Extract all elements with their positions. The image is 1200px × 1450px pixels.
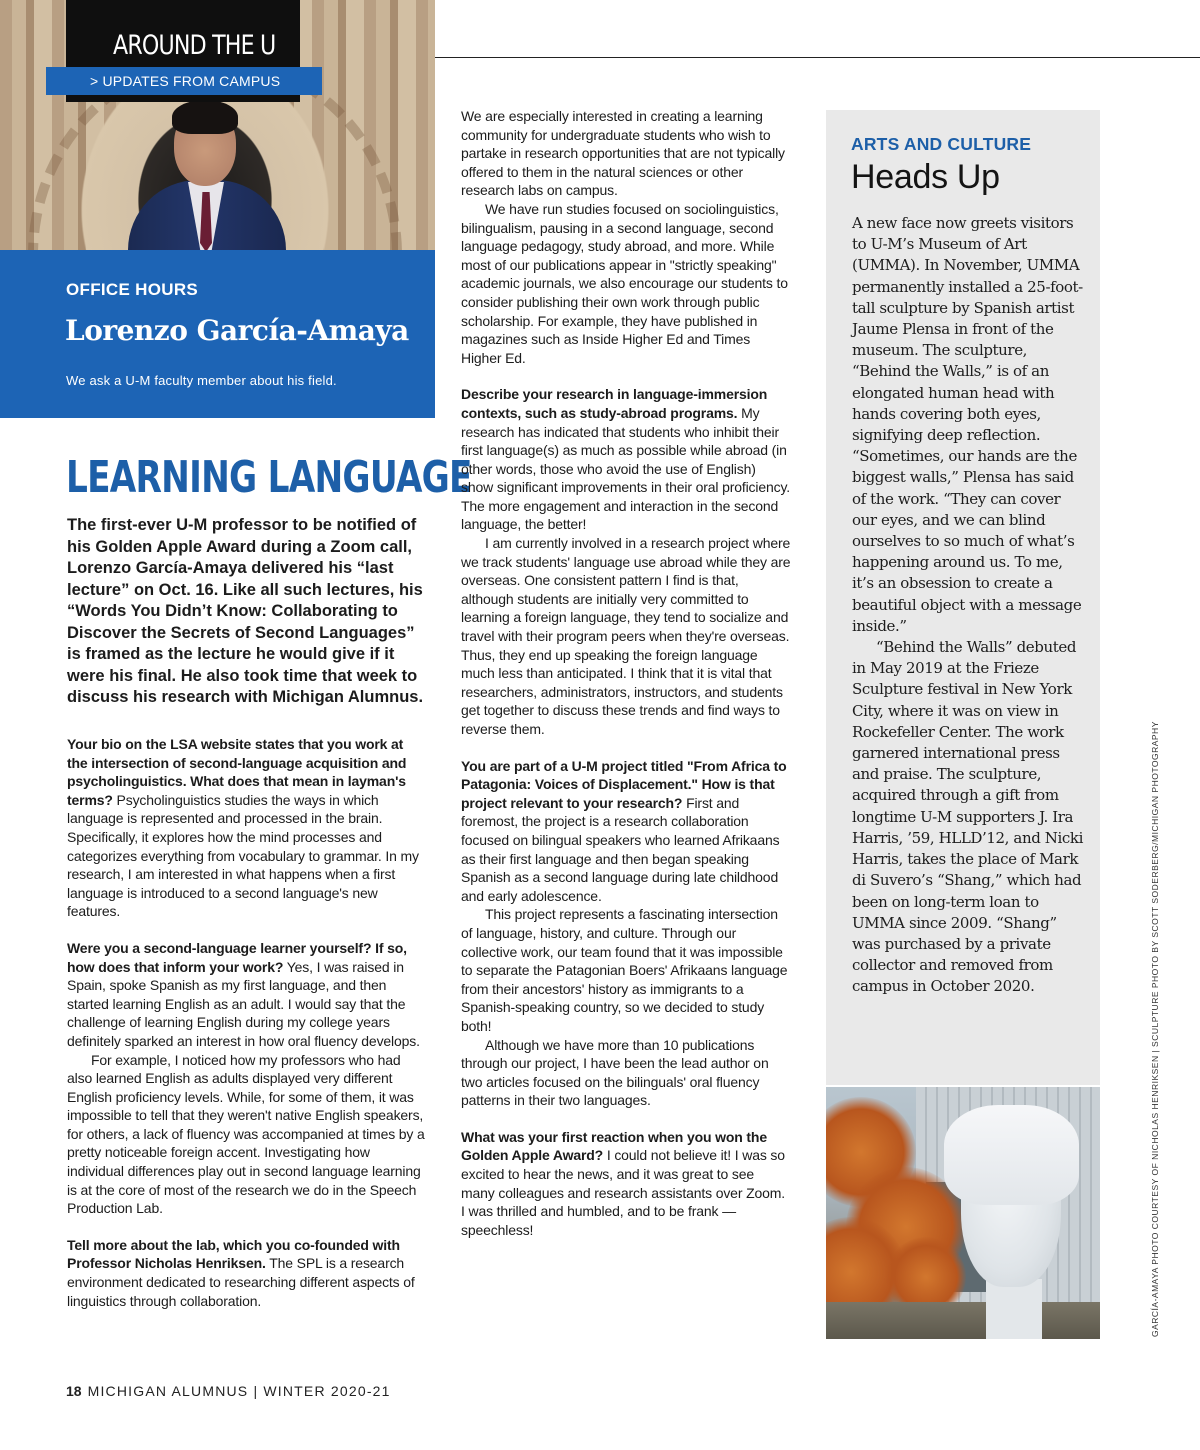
answer-4-continued: I am currently involved in a research project where we track students' language use abroad while they are overseas. One consistent pattern I find is that, although students are initially very committed to learning a foreign language, they tend to socialize and travel with their program peers when they're overseas. Thus, they end up speaking the foreign language much less than anticipated. I think that it is vital that researchers, administrators, instructors, and students get together to discuss these trends and find ways to reverse them. — [461, 535, 791, 737]
section-title: AROUND THE U — [113, 30, 276, 61]
article-column-1 — [67, 735, 427, 1310]
question-5: You are part of a U-M project titled "From Africa to Patagonia: Voices of Displacement." How is that project relevant to your research? — [461, 757, 787, 811]
answer-5-continued: This project represents a fascinating intersection of language, history, and culture. Through our collective work, our team found that it was impossible to separate the Patagonian Boers' Afrikaans language from their ancestors' history as immigrants to a Spanish-speaking country, so we decided to study both! — [461, 906, 788, 1034]
portrait-hair — [172, 100, 238, 134]
qa-1 — [67, 735, 427, 921]
answer-5-paragraph-3: Although we have more than 10 publications through our project, I have been the lead author on two articles focused on the bilinguals' oral fluency patterns in their two languages. — [461, 1036, 769, 1109]
answer-2-continued: For example, I noticed how my professors who had also learned English as adults displayed very different English proficiency levels. While, for some of them, it was impossible to tell that they weren't native English speakers, for others, a lack of fluency was accompanied at times by a pretty noticeable foreign accent. Investigating how individual differences play out in second language learning is at the core of most of the research we do in the Speech Production Lab. — [67, 1051, 425, 1217]
photo-credit: GARCÍA-AMAYA PHOTO COURTESY OF NICHOLAS HENRIKSEN | SCULPTURE PHOTO BY SCOTT SODERBERG/MICHIGAN PHOTOGRAPHY — [1150, 721, 1160, 1337]
question-3: Tell more about the lab, which you co-founded with Professor Nicholas Henriksen. — [67, 1236, 400, 1272]
faculty-name: Lorenzo García-Amaya — [65, 314, 409, 347]
page-footer — [66, 1383, 391, 1399]
sculpture-hands — [944, 1105, 1079, 1205]
answer-1: Psycholinguistics studies the ways in which language is represented and processed in the brain. Specifically, it explores how the mind processes and categorizes everything from vocabulary to grammar. In my research, I am interested in what happens when a first language is introduced to a second language's new features. — [67, 791, 419, 920]
question-6: What was your first reaction when you won the Golden Apple Award? — [461, 1128, 767, 1164]
publication-name: MICHIGAN ALUMNUS | WINTER 2020-21 — [87, 1383, 391, 1399]
article-column-2 — [461, 107, 791, 1239]
sidebar-paragraph-1: A new face now greets visitors to U-M’s Museum of Art (UMMA). In November, UMMA permanently installed a 25-foot-tall sculpture by Spanish artist Jaume Plensa in front of the museum. The sculpture, “Behind the Walls,” is of an elongated human head with hands covering both eyes, signifying deep reflection. “Sometimes, our hands are the biggest walls,” Plensa has said of the work. “They can cover our eyes, and we can blind ourselves to so much of what’s happening around us. To me, it’s an obsession to create a beautiful object with a message inside.” — [852, 214, 1083, 635]
question-4: Describe your research in language-immersion contexts, such as study-abroad programs. — [461, 386, 768, 421]
qa-6 — [461, 1128, 791, 1240]
answer-2: Yes, I was raised in Spain, spoke Spanish as my first language, and then started learning English as an adult. I would say that the challenge of learning English during my college years definitely sparked an interest in how oral fluency develops. — [67, 958, 420, 1049]
sculpture-neck — [986, 1279, 1042, 1339]
header-rule — [435, 57, 1200, 58]
sidebar-kicker: ARTS AND CULTURE — [851, 134, 1032, 154]
sidebar-title: Heads Up — [851, 158, 1000, 196]
qa-2 — [67, 939, 427, 1051]
answer-4: My research has indicated that students who inhibit their first language(s) as much as possible while abroad (in other words, those who avoid the use of English) show significant improvements in their oral proficiency. The more engagement and interaction in the second language, the better! — [461, 404, 791, 533]
answer-5: First and foremost, the project is a research collaboration focused on bilingual speakers who learned Afrikaans as their first language and then began speaking Spanish as a second language during late childhood and early adolescence. — [461, 794, 780, 904]
ground — [826, 1302, 1100, 1339]
article-headline: LEARNING LANGUAGE — [66, 452, 472, 503]
answer-3-continued: We are especially interested in creating a learning community for undergraduate students who wish to partake in research opportunities that are not typically offered to them in the natural sciences or other research labs on campus. — [461, 108, 785, 199]
office-hours-intro: We ask a U-M faculty member about his field. — [66, 373, 337, 388]
question-2: Were you a second-language learner yourself? If so, how does that inform your work? — [67, 939, 407, 975]
qa-5 — [461, 757, 791, 906]
qa-3 — [67, 1236, 427, 1310]
sidebar-body — [852, 213, 1084, 998]
answer-3: The SPL is a research environment dedicated to researching different aspects of linguistics through collaboration. — [67, 1255, 415, 1309]
question-1: Your bio on the LSA website states that you work at the intersection of second-language acquisition and psycholinguistics. What does that mean in layman's terms? — [67, 736, 407, 808]
page-number: 18 — [66, 1383, 82, 1399]
answer-6: I could not believe it! I was so excited to hear the news, and it was great to see many colleagues and research assistants over Zoom. I was thrilled and humbled, and to be frank — speechless! — [461, 1147, 785, 1238]
qa-4 — [461, 385, 791, 534]
office-hours-label: OFFICE HOURS — [66, 280, 199, 299]
subsection-label: > UPDATES FROM CAMPUS — [90, 73, 281, 89]
article-deck: The first-ever U-M professor to be notified of his Golden Apple Award during a Zoom call, Lorenzo García-Amaya delivered his “last lecture” on Oct. 16. Like all such lectures, his “Words You Didn’t Know: Collaborating to Discover the Secrets of Second Languages” is framed as the lecture he would give if it were his final. He also took time that week to discuss his research with Michigan Alumnus. — [67, 516, 424, 706]
sidebar-paragraph-2: “Behind the Walls” debuted in May 2019 at the Frieze Sculpture festival in New York City, where it was on view in Rockefeller Center. The work garnered international press and praise. The sculpture, acquired through a gift from longtime U-M supporters J. Ira Harris, ’59, HLLD’12, and Nicki Harris, takes the place of Mark di Suvero’s “Shang,” which had been on long-term loan to UMMA since 2009. “Shang” was purchased by a private collector and removed from campus in October 2020. — [852, 638, 1083, 996]
sculpture-photo — [826, 1087, 1100, 1339]
answer-3-paragraph-2: We have run studies focused on sociolinguistics, bilingualism, pausing in a second language, second language pedagogy, study abroad, and more. While most of our publications appear in "strictly speaking" academic journals, we also encourage our students to consider publishing their own work through public scholarship. For example, they have published in magazines such as Inside Higher Ed and Times Higher Ed. — [461, 200, 788, 366]
